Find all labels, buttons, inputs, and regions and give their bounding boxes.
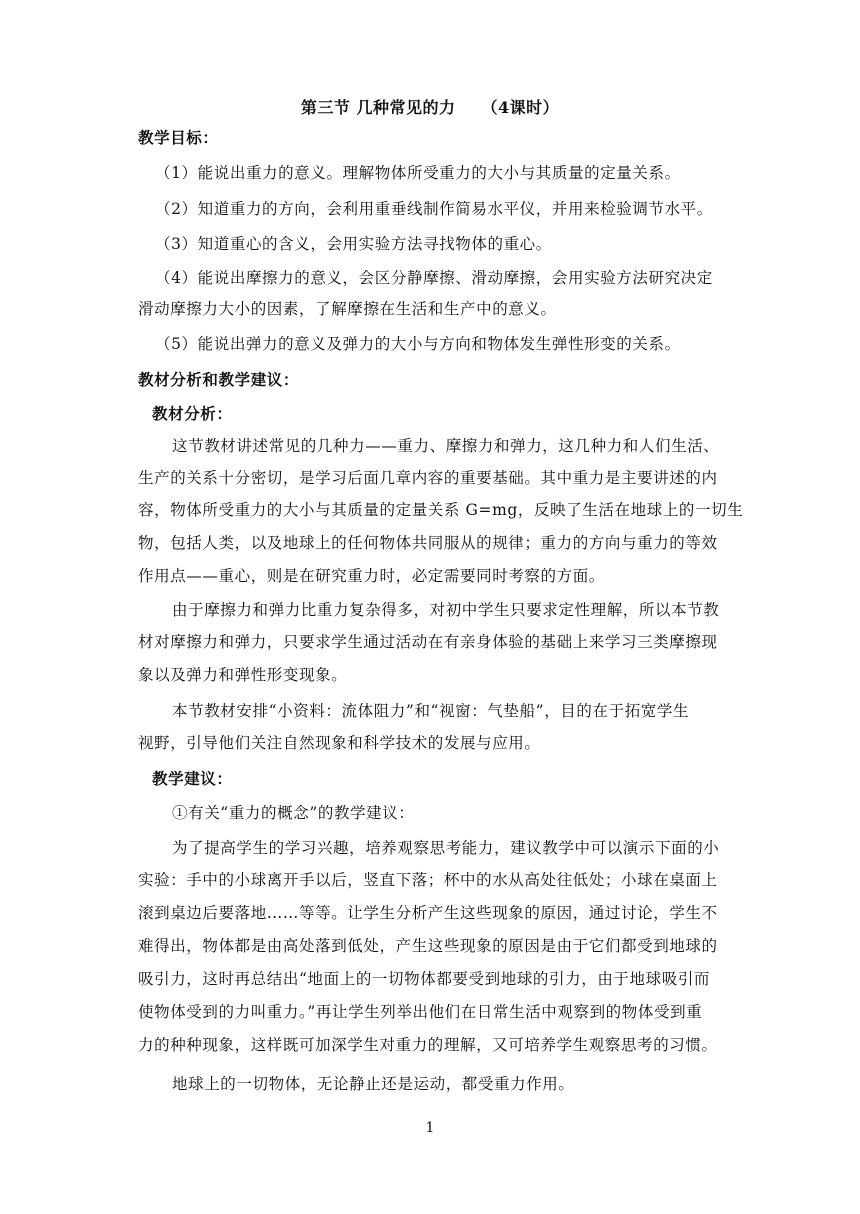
paragraph-line: 力的种种现象，这样既可加深学生对重力的理解，又可培养学生观察思考的习惯。: [138, 1036, 718, 1054]
paragraph-line: 由于摩擦力和弹力比重力复杂得多，对初中学生只要求定性理解，所以本节教: [172, 601, 720, 619]
paragraph-line: 象以及弹力和弹性形变现象。: [138, 666, 348, 684]
section-title-text: 第三节 几种常见的力: [300, 98, 456, 117]
paragraph-line: 地球上的一切物体，无论静止还是运动，都受重力作用。: [172, 1075, 575, 1093]
paragraph-line: 材对摩擦力和弹力，只要求学生通过活动在有亲身体验的基础上来学习三类摩擦现: [138, 633, 718, 651]
paragraph-line: 本节教材安排“小资料：流体阻力”和“视窗：气垫船”，目的在于拓宽学生: [172, 702, 690, 720]
section-hours: （4课时）: [481, 98, 560, 117]
paragraph-line: 难得出，物体都是由高处落到低处，产生这些现象的原因是由于它们都受到地球的: [138, 937, 718, 955]
suggestion-heading-gravity: ①有关“重力的概念”的教学建议：: [172, 804, 415, 822]
paragraph-line: 物，包括人类，以及地球上的任何物体共同服从的规律；重力的方向与重力的等效: [138, 534, 718, 552]
paragraph-line: 视野，引导他们关注自然现象和科学技术的发展与应用。: [138, 734, 541, 752]
goal-3: （3）知道重心的含义，会用实验方法寻找物体的重心。: [155, 235, 552, 253]
paragraph-line: 滚到桌边后要落地……等等。让学生分析产生这些现象的原因，通过讨论，学生不: [138, 904, 718, 922]
heading-teaching-suggestions: 教学建议：: [152, 769, 233, 788]
heading-textbook-analysis: 教材分析：: [152, 404, 233, 423]
goal-4: （4）能说出摩擦力的意义，会区分静摩擦、滑动摩擦，会用实验方法研究决定: [155, 269, 713, 287]
heading-teaching-goals: 教学目标：: [138, 128, 219, 147]
paragraph-line: 为了提高学生的学习兴趣，培养观察思考能力，建议教学中可以演示下面的小: [172, 839, 720, 857]
goal-4-continued: 滑动摩擦力大小的因素，了解摩擦在生活和生产中的意义。: [138, 300, 557, 318]
heading-analysis-and-suggestions: 教材分析和教学建议：: [138, 370, 300, 389]
section-title: [0, 95, 860, 118]
paragraph-line: 生产的关系十分密切，是学习后面几章内容的重要基础。其中重力是主要讲述的内: [138, 469, 718, 487]
goal-5: （5）能说出弹力的意义及弹力的大小与方向和物体发生弹性形变的关系。: [155, 335, 681, 353]
goal-1: （1）能说出重力的意义。理解物体所受重力的大小与其质量的定量关系。: [155, 164, 681, 182]
paragraph-line: 实验：手中的小球离开手以后，竖直下落；杯中的水从高处往低处；小球在桌面上: [138, 871, 718, 889]
paragraph-line: 容，物体所受重力的大小与其质量的定量关系 G=mg，反映了生活在地球上的一切生: [138, 501, 744, 519]
paragraph-line: 作用点——重心，则是在研究重力时，必定需要同时考察的方面。: [138, 567, 605, 585]
paragraph-line: 这节教材讲述常见的几种力——重力、摩擦力和弹力，这几种力和人们生活、: [172, 437, 720, 455]
paragraph-line: 使物体受到的力叫重力。”再让学生列举出他们在日常生活中观察到的物体受到重: [138, 1003, 703, 1021]
page-number: 1: [425, 1120, 435, 1136]
paragraph-line: 吸引力，这时再总结出“地面上的一切物体都要受到地球的引力，由于地球吸引而: [138, 970, 711, 988]
goal-2: （2）知道重力的方向，会利用重垂线制作简易水平仪，并用来检验调节水平。: [155, 200, 713, 218]
